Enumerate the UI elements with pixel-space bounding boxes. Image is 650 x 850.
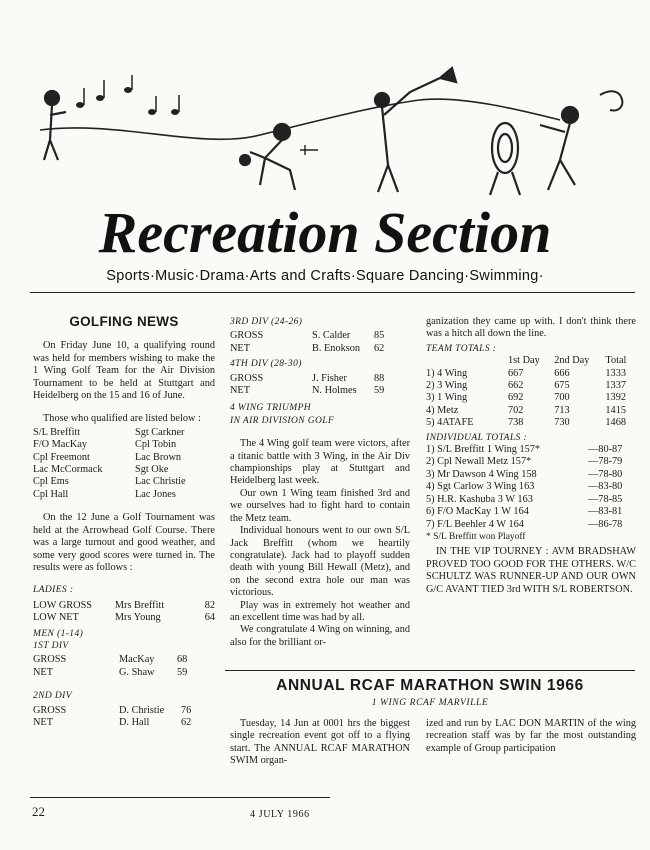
- qualifier-name: Sgt Carkner: [135, 426, 185, 438]
- table-row: 5) H.R. Kashuba 3 W 163 —78-85: [426, 493, 623, 505]
- marathon-column-1: [230, 718, 410, 768]
- table-row: 2) 3 Wing 662 675 1337: [426, 380, 626, 392]
- table-row: [33, 452, 215, 464]
- div2-results-table: [33, 705, 191, 730]
- vip-tourney-paragraph: IN THE VIP TOURNEY : AVM BRADSHAW PROVED TOO GOOD FOR THE OTHERS. W/C SCHULTZ WAS RUNNER-UP AND OUR OWN G/C AVANT TIED 3rd WITH S/L ROBERTSON.: [426, 546, 636, 595]
- team-totals-table: [426, 355, 636, 429]
- qualifiers-table: [33, 427, 215, 501]
- recreation-section-banner: [0, 0, 650, 290]
- golfing-news-heading: GOLFING NEWS: [69, 314, 179, 329]
- qualifier-name: Cpl Ems: [33, 476, 69, 488]
- table-row: 5) 4ATAFE 738 730 1468: [426, 417, 626, 429]
- page-number: 22: [32, 804, 45, 819]
- table-row: NET G. Shaw 59: [33, 666, 188, 678]
- table-row: 4) Sgt Carlow 3 Wing 163 —83-80: [426, 481, 623, 493]
- qualifier-name: F/O MacKay: [33, 439, 88, 451]
- marathon-column-2: [426, 718, 636, 755]
- ladies-label: LADIES :: [33, 585, 74, 596]
- ladies-results-table: [33, 600, 215, 625]
- triumph-paragraph-4: Play was in extremely hot weather and an excellent time was had by all.: [230, 599, 410, 623]
- banner-divider: [30, 292, 635, 293]
- playoff-note: * S/L Breffitt won Playoff: [426, 531, 526, 542]
- column-header: 1st Day: [508, 355, 540, 367]
- table-row: 6) F/O MacKay 1 W 164 —83-81: [426, 506, 623, 518]
- div2-label: 2ND DIV: [33, 691, 72, 702]
- marathon-paragraph-1: Tuesday, 14 Jun at 0001 hrs the biggest single recreation event got off to a flying start. The ANNUAL RCAF MARATHON SWIM organ-: [230, 718, 410, 767]
- triumph-paragraph-1: The 4 Wing golf team were victors, after a titanic battle with 3 Wing, in the Air Div championships play at Stuttgart and Heidelberg last week.: [230, 438, 410, 487]
- qualifier-name: Cpl Hall: [33, 488, 69, 500]
- table-row: GROSS MacKay 68: [33, 654, 188, 666]
- table-row: GROSS D. Christie 76: [33, 704, 192, 716]
- table-row: 3) Mr Dawson 4 Wing 158 —78-80: [426, 468, 623, 480]
- banner-subtitle: Sports·Music·Drama·Arts and Crafts·Square Dancing·Swimming·: [106, 268, 544, 284]
- golf-results-column: [230, 316, 410, 649]
- table-row: [33, 427, 215, 439]
- table-row: GROSS S. Calder 85: [230, 330, 385, 342]
- qualifier-name: Cpl Freemont: [33, 451, 90, 463]
- table-row: [426, 355, 636, 367]
- golf-qualified-paragraph: Those who qualified are listed below :: [43, 413, 201, 425]
- archer-target-figure: [490, 91, 622, 195]
- golf-tournament-paragraph: On the 12 June a Golf Tournament was held at the Arrowhead Golf Course. There was a large turnout and good weather, and some very good scores were turned in. The results were as follows :: [33, 512, 215, 573]
- div4-label: 4TH DIV (28-30): [230, 359, 302, 370]
- individual-totals-label: INDIVIDUAL TOTALS :: [426, 432, 528, 443]
- table-row: [33, 476, 215, 488]
- issue-date: 4 JULY 1966: [250, 809, 310, 820]
- triumph-paragraph-2: Our own 1 Wing team finished 3rd and we ourselves had to fight hard to contain the Metz team.: [230, 487, 410, 524]
- marathon-paragraph-2: ized and run by LAC DON MARTIN of the wing recreation staff was by far the most outstanding example of Group participation: [426, 718, 636, 754]
- table-row: [33, 464, 215, 476]
- table-row: LOW NET Mrs Young 64: [33, 612, 215, 624]
- banner-title: Recreation Section: [98, 200, 552, 265]
- golf-intro-paragraph: On Friday June 10, a qualifying round was held for members wishing to make the 1 Wing Golf Team for the Air Division Tournament to be held at Stuttgart and Heidelberg on the 15 and 16 of June.: [33, 340, 215, 402]
- banner-wave-line: [40, 99, 560, 139]
- organization-paragraph: ganization they came up with. I don't think there was a hitch all down the line.: [426, 316, 636, 340]
- qualifier-name: Sgt Oke: [135, 464, 169, 476]
- marathon-title: ANNUAL RCAF MARATHON SWIN 1966: [276, 677, 584, 694]
- table-row: NET N. Holmes 59: [230, 385, 385, 397]
- qualifier-name: S/L Breffitt: [33, 426, 81, 438]
- table-row: 4) Metz 702 713 1415: [426, 404, 626, 416]
- div1-results-table: [33, 654, 187, 679]
- qualifier-name: Lac Brown: [135, 451, 182, 463]
- table-row: 2) Cpl Newall Metz 157* —78-79: [426, 456, 623, 468]
- table-row: NET D. Hall 62: [33, 716, 192, 728]
- table-row: [33, 439, 215, 451]
- qualifier-name: Lac Christie: [135, 476, 186, 488]
- div4-results-table: [230, 373, 384, 398]
- footer-rule: [30, 797, 330, 798]
- div3-results-table: [230, 330, 384, 355]
- qualifier-name: Lac McCormack: [33, 464, 103, 476]
- div1-label: 1ST DIV: [33, 640, 69, 651]
- qualifier-name: Lac Jones: [135, 488, 176, 500]
- triumph-heading: 4 WING TRIUMPH: [230, 403, 312, 414]
- men-label: MEN (1-14): [33, 628, 84, 639]
- team-totals-label: TEAM TOTALS :: [426, 343, 497, 354]
- table-row: LOW GROSS Mrs Breffitt 82: [33, 599, 215, 611]
- trumpeter-figure: [375, 68, 456, 192]
- triumph-paragraph-5: We congratulate 4 Wing on winning, and also for the brilliant or-: [230, 624, 410, 648]
- table-row: GROSS J. Fisher 88: [230, 372, 385, 384]
- totals-column: [426, 316, 636, 596]
- individual-totals-table: [426, 444, 636, 531]
- triumph-paragraph-3: Individual honours went to our own S/L Jack Breffitt (whom we heartily congratulate). Jack had to playoff sudden death with young Bill Hewall (Metz), and on the second extra hole our man was victorious.: [230, 525, 410, 599]
- column-header: Total: [605, 355, 627, 367]
- music-notes: [76, 75, 179, 115]
- table-row: 3) 1 Wing 692 700 1392: [426, 392, 626, 404]
- table-row: 1) S/L Breffitt 1 Wing 157* —80-87: [426, 444, 623, 456]
- marathon-subtitle: 1 WING RCAF MARVILLE: [371, 698, 489, 708]
- table-row: [33, 489, 215, 501]
- table-row: 7) F/L Beehler 4 W 164 —86-78: [426, 518, 623, 530]
- musician-figure: [44, 91, 66, 160]
- golfing-news-column: [33, 316, 215, 729]
- table-row: 1) 4 Wing 667 666 1333: [426, 367, 626, 379]
- marathon-divider: [225, 670, 635, 671]
- column-header: 2nd Day: [554, 355, 590, 367]
- qualifier-name: Cpl Tobin: [135, 439, 177, 451]
- div3-label: 3RD DIV (24-26): [230, 317, 303, 327]
- table-row: NET B. Enokson 62: [230, 342, 385, 354]
- bowler-figure: [240, 124, 318, 190]
- triumph-subheading: IN AIR DIVISION GOLF: [230, 415, 335, 426]
